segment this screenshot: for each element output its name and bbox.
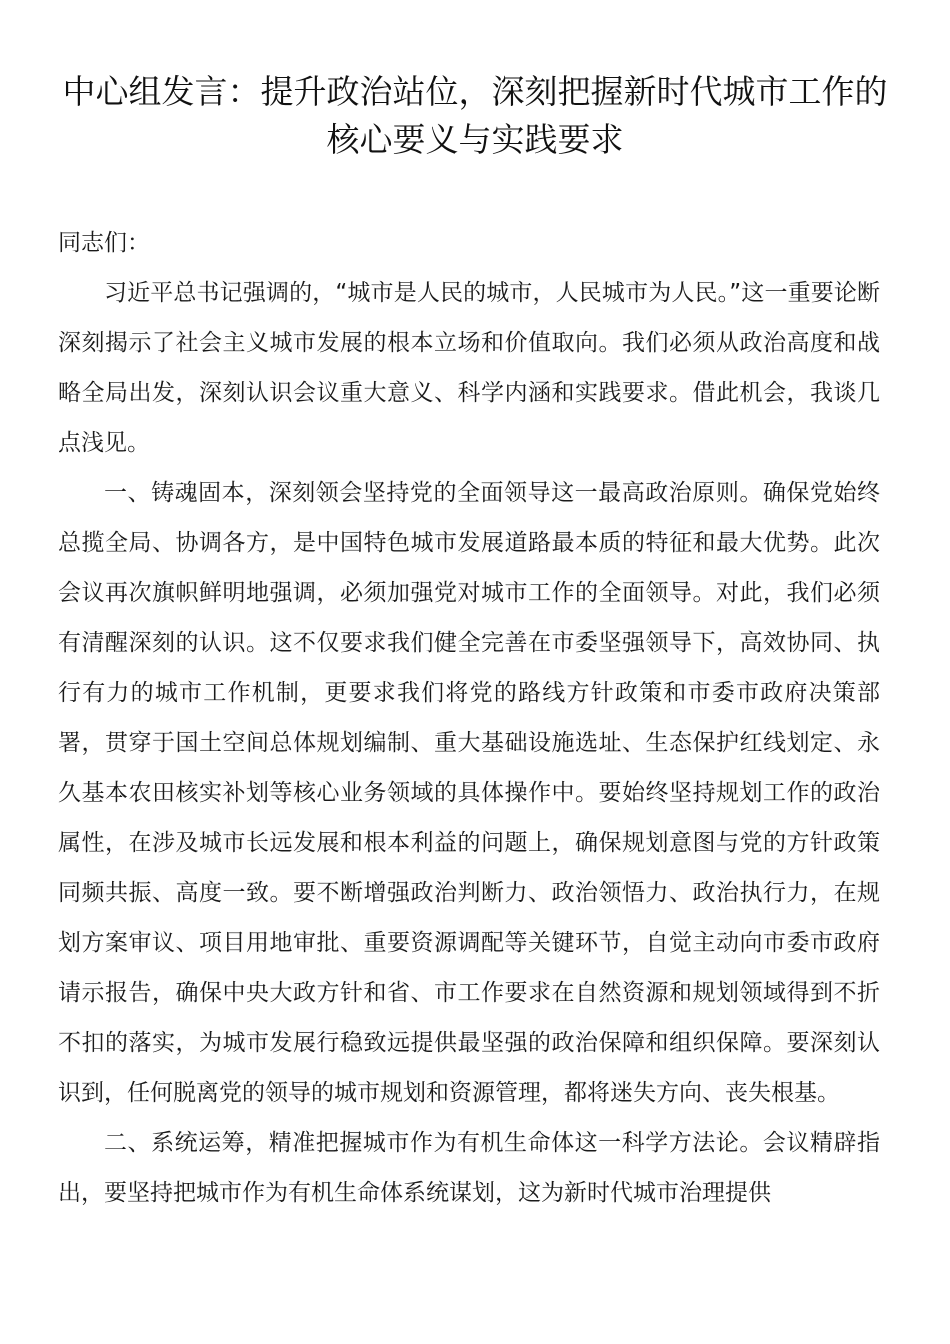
section-heading-two: 二、系统运筹，精准把握城市作为有机生命体这一科学方法论。 bbox=[104, 1130, 763, 1156]
salutation: 同志们： bbox=[58, 230, 150, 256]
paragraph-text: 习近平总书记强调的，“城市是人民的城市，人民城市为人民。”这一重要论断深刻揭示了社会主义城市发展的根本立场和价值取向。我们必须从政治高度和战略全局出发，深刻认识会议重大意义、科学内涵和实践要求。借此机会，我谈几点浅见。 bbox=[58, 280, 880, 456]
paragraph-text: 会议精辟指出，要坚持把城市作为有机生命体系统谋划，这为新时代城市治理提供 bbox=[58, 1130, 880, 1206]
paragraph-intro bbox=[58, 268, 880, 468]
document-title: 中心组发言：提升政治站位，深刻把握新时代城市工作的核心要义与实践要求 bbox=[62, 72, 888, 159]
section-heading-one: 一、铸魂固本，深刻领会坚持党的全面领导这一最高政治原则。 bbox=[104, 480, 763, 506]
paragraph-section-one bbox=[58, 468, 880, 1118]
paragraph-section-two bbox=[58, 1118, 880, 1218]
paragraph-text: 确保党始终总揽全局、协调各方，是中国特色城市发展道路最本质的特征和最大优势。此次会议再次旗帜鲜明地强调，必须加强党对城市工作的全面领导。对此，我们必须有清醒深刻的认识。这不仅要求我们健全完善在市委坚强领导下，高效协同、执行有力的城市工作机制，更要求我们将党的路线方针政策和市委市政府决策部署，贯穿于国土空间总体规划编制、重大基础设施选址、生态保护红线划定、永久基本农田核实补划等核心业务领域的具体操作中。要始终坚持规划工作的政治属性，在涉及城市长远发展和根本利益的问题上，确保规划意图与党的方针政策同频共振、高度一致。要不断增强政治判断力、政治领悟力、政治执行力，在规划方案审议、项目用地审批、重要资源调配等关键环节，自觉主动向市委市政府请示报告，确保中央大政方针和省、市工作要求在自然资源和规划领域得到不折不扣的落实，为城市发展行稳致远提供最坚强的政治保障和组织保障。要深刻认识到，任何脱离党的领导的城市规划和资源管理，都将迷失方向、丧失根基。 bbox=[58, 480, 880, 1106]
document-body bbox=[58, 218, 880, 1218]
